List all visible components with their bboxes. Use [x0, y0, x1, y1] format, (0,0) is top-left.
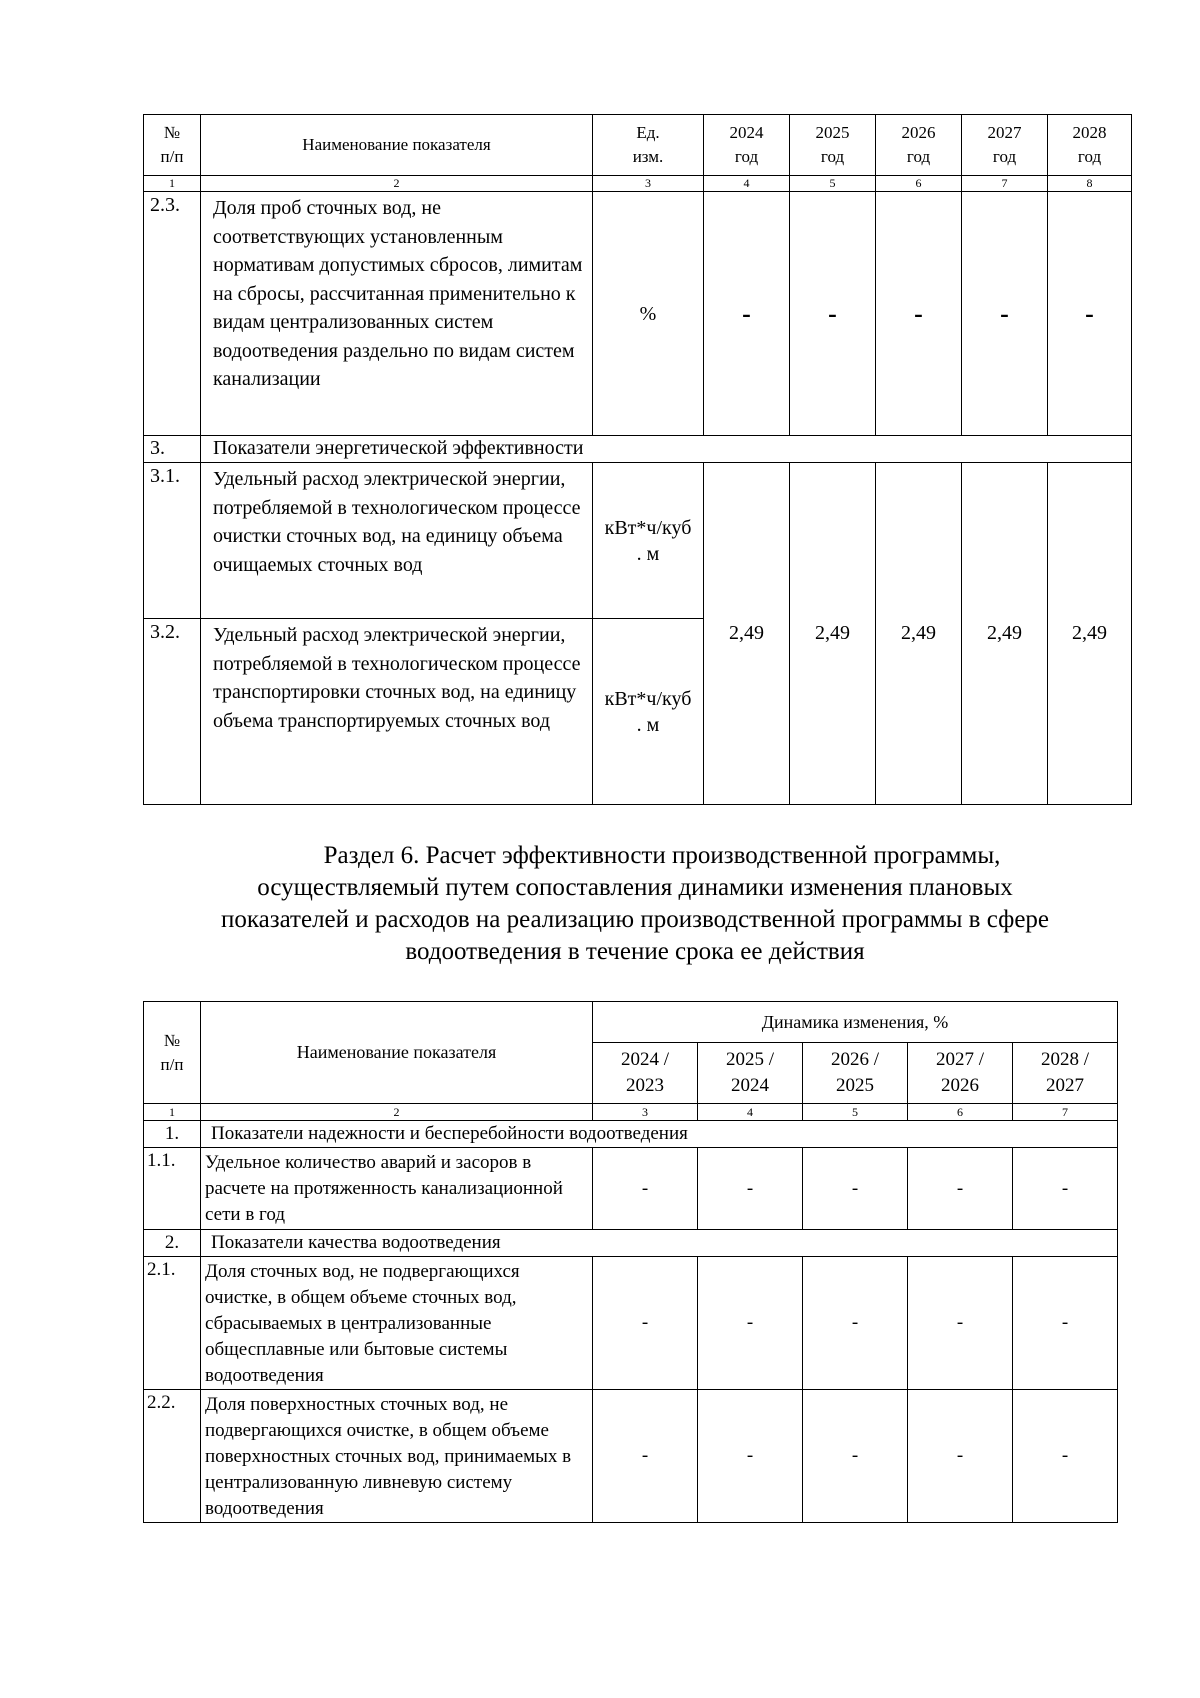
value: -: [1013, 1148, 1118, 1230]
value-2027: -: [962, 192, 1048, 436]
value: -: [803, 1390, 908, 1523]
heading-line: водоотведения в течение срока ее действия: [405, 938, 865, 965]
section-row: [144, 1121, 1118, 1148]
value: -: [698, 1148, 803, 1230]
header-period: 2025 / 2024: [698, 1043, 803, 1104]
header-period: 2026 / 2025: [803, 1043, 908, 1104]
heading-line: показателей и расходов на реализацию производственной программы в сфере: [220, 906, 1050, 933]
row-number: 1.1.: [144, 1148, 201, 1230]
header-num: № п/п: [144, 1002, 201, 1104]
indicator-name: Доля проб сточных вод, не соответствующих установленным нормативам допустимых сбросов, лимитам на сбросы, рассчитанная применительно к видам централизованных систем водоотведения раздельно по видам систем канализации: [201, 192, 593, 436]
value: -: [908, 1148, 1013, 1230]
row-number: 3.1.: [144, 463, 201, 619]
table-row: [144, 463, 1132, 619]
col-number: 6: [876, 176, 962, 192]
col-number: 5: [790, 176, 876, 192]
section-title: Показатели надежности и бесперебойности водоотведения: [201, 1121, 1118, 1148]
value: -: [593, 1390, 698, 1523]
section-title: Показатели энергетической эффективности: [201, 436, 1132, 463]
section-row: [144, 1230, 1118, 1257]
table-row: [144, 192, 1132, 436]
table-row: [144, 1390, 1118, 1523]
table1-header-row: [144, 115, 1132, 176]
row-number: 2.2.: [144, 1390, 201, 1523]
unit: кВт*ч/куб . м: [593, 619, 704, 805]
col-number: 4: [704, 176, 790, 192]
header-year-2024: 2024 год: [704, 115, 790, 176]
value: -: [593, 1257, 698, 1390]
header-period: 2028 / 2027: [1013, 1043, 1118, 1104]
value: -: [1013, 1257, 1118, 1390]
header-period: 2024 / 2023: [593, 1043, 698, 1104]
col-number: 3: [593, 1104, 698, 1121]
col-number: 8: [1048, 176, 1132, 192]
col-number: 1: [144, 1104, 201, 1121]
value-2028: -: [1048, 192, 1132, 436]
value-2026: -: [876, 192, 962, 436]
header-year-2028: 2028 год: [1048, 115, 1132, 176]
table1-column-numbers: [144, 176, 1132, 192]
header-dynamics: Динамика изменения, %: [593, 1002, 1118, 1043]
indicator-name: Удельный расход электрической энергии, потребляемой в технологическом процессе очистки сточных вод, на единицу объема очищаемых сточных вод: [201, 463, 593, 619]
value-2024: 2,49: [704, 463, 790, 805]
unit: %: [593, 192, 704, 436]
unit: кВт*ч/куб . м: [593, 463, 704, 619]
col-number: 6: [908, 1104, 1013, 1121]
header-name: Наименование показателя: [201, 115, 593, 176]
row-number: 3.2.: [144, 619, 201, 805]
section-title: Показатели качества водоотведения: [201, 1230, 1118, 1257]
value: -: [908, 1257, 1013, 1390]
col-number: 5: [803, 1104, 908, 1121]
indicator-name: Доля сточных вод, не подвергающихся очистке, в общем объеме сточных вод, сбрасываемых в централизованные общесплавные или бытовые системы водоотведения: [201, 1257, 593, 1390]
header-period: 2027 / 2026: [908, 1043, 1013, 1104]
efficiency-dynamics-table: [143, 1001, 1118, 1523]
header-year-2025: 2025 год: [790, 115, 876, 176]
table-row: [144, 1257, 1118, 1390]
section-6-heading: [140, 840, 1130, 968]
row-number: 2.1.: [144, 1257, 201, 1390]
col-number: 7: [1013, 1104, 1118, 1121]
value: -: [908, 1390, 1013, 1523]
section-number: 3.: [144, 436, 201, 463]
value-2025: 2,49: [790, 463, 876, 805]
heading-line: осуществляемый путем сопоставления динамики изменения плановых: [257, 874, 1013, 901]
value-2028: 2,49: [1048, 463, 1132, 805]
section-number: 2.: [144, 1230, 201, 1257]
col-number: 4: [698, 1104, 803, 1121]
indicator-name: Удельное количество аварий и засоров в расчете на протяженность канализационной сети в год: [201, 1148, 593, 1230]
heading-line: Раздел 6. Расчет эффективности производственной программы,: [323, 842, 1001, 869]
table2-header-row: [144, 1002, 1118, 1043]
value-2024: -: [704, 192, 790, 436]
header-unit: Ед. изм.: [593, 115, 704, 176]
col-number: 1: [144, 176, 201, 192]
indicator-name: Удельный расход электрической энергии, потребляемой в технологическом процессе транспортировки сточных вод, на единицу объема транспортируемых сточных вод: [201, 619, 593, 805]
value: -: [698, 1390, 803, 1523]
indicators-table-continued: [143, 114, 1132, 805]
table2-column-numbers: [144, 1104, 1118, 1121]
value: -: [593, 1148, 698, 1230]
section-row: [144, 436, 1132, 463]
value-2025: -: [790, 192, 876, 436]
section-number: 1.: [144, 1121, 201, 1148]
header-name: Наименование показателя: [201, 1002, 593, 1104]
value: -: [1013, 1390, 1118, 1523]
header-year-2026: 2026 год: [876, 115, 962, 176]
indicator-name: Доля поверхностных сточных вод, не подвергающихся очистке, в общем объеме поверхностных сточных вод, принимаемых в централизованную ливневую систему водоотведения: [201, 1390, 593, 1523]
table-row: [144, 1148, 1118, 1230]
value: -: [803, 1257, 908, 1390]
value: -: [698, 1257, 803, 1390]
value-2027: 2,49: [962, 463, 1048, 805]
col-number: 2: [201, 1104, 593, 1121]
header-num: № п/п: [144, 115, 201, 176]
header-year-2027: 2027 год: [962, 115, 1048, 176]
value: -: [803, 1148, 908, 1230]
col-number: 2: [201, 176, 593, 192]
value-2026: 2,49: [876, 463, 962, 805]
col-number: 3: [593, 176, 704, 192]
col-number: 7: [962, 176, 1048, 192]
row-number: 2.3.: [144, 192, 201, 436]
